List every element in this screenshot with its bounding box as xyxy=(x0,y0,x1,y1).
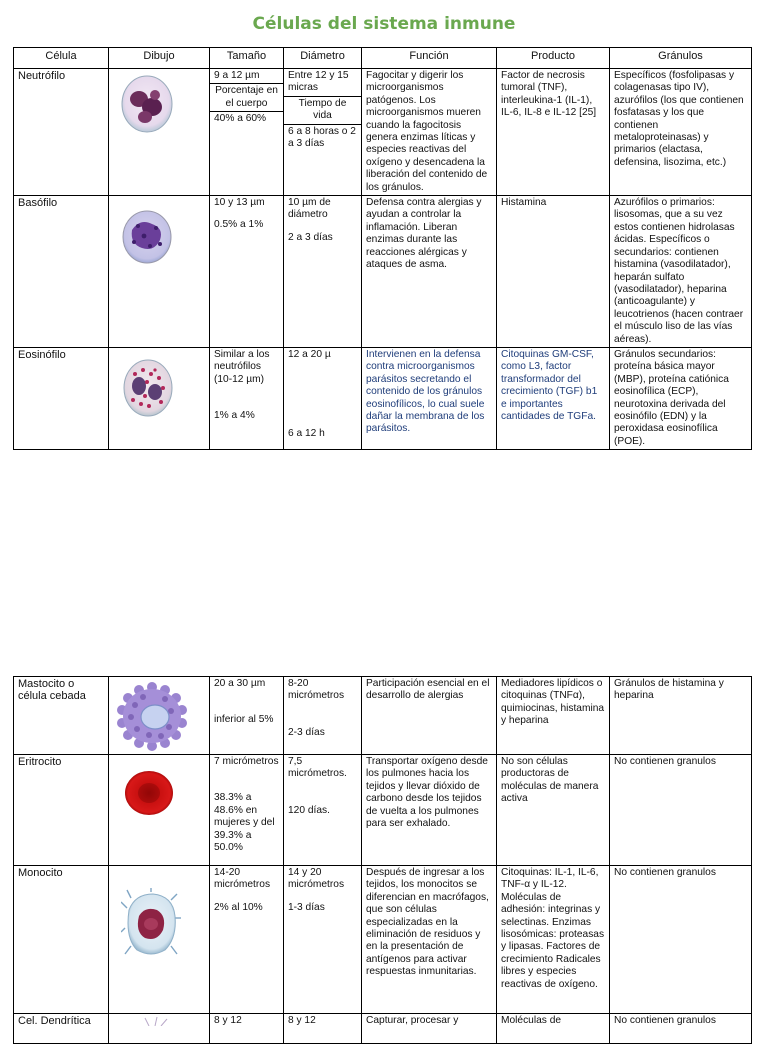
cell-name: Eosinófilo xyxy=(14,347,109,449)
function-text: Fagocitar y digerir los microorganismos patógenos. Los microorganismos mueren cuando la fagocitosis genera enzimas líticas y especies reactivas del oxígeno y desencadena la liberación del contenido de los gránulos. xyxy=(362,69,497,196)
size-percentage: inferior al 5% xyxy=(214,714,274,726)
granules-text: Gránulos de histamina y heparina xyxy=(610,677,752,755)
page-title: Células del sistema inmune xyxy=(252,14,516,34)
product-text: Citoquinas GM-CSF, como L3, factor transformador del crecimiento (TGF) b1 e importantes cantidades de TGFa. xyxy=(497,347,610,449)
lifetime-value: 1-3 días xyxy=(288,901,325,913)
product-text: Citoquinas: IL-1, IL-6, TNF-α y IL-12. Moléculas de adhesión: integrinas y selectinas. Enzimas lisosómicas: proteasas y lipasas. Factores de crecimiento Radicales libres y especies reactivas de oxígeno. xyxy=(497,866,610,1014)
granules-text: No contienen granulos xyxy=(610,755,752,866)
table-row xyxy=(14,1014,752,1044)
diameter-value: 10 µm de diámetro xyxy=(288,197,331,221)
diameter-value: 12 a 20 µ xyxy=(288,348,331,360)
diameter-value: 14 y 20 micrómetros xyxy=(288,867,345,891)
monocyte-image xyxy=(109,866,210,1014)
product-text: Histamina xyxy=(497,196,610,348)
mast-cell-image xyxy=(109,677,210,755)
lifetime-value: 2-3 días xyxy=(288,726,325,738)
size-percentage: 1% a 4% xyxy=(214,410,255,422)
granules-text: Específicos (fosfolipasas y colagenasas tipo IV), azurófilos (los que contienen fosfatasas y los que contienen metaloproteinasas) y primarios (elactasa, defensina, lisozima, etc.) xyxy=(610,69,752,196)
size-percentage: 40% a 60% xyxy=(210,111,283,126)
size-percentage: 0.5% a 1% xyxy=(214,219,264,231)
table-header-row xyxy=(14,48,752,69)
diameter-value: Entre 12 y 15 micras xyxy=(288,70,349,94)
function-text: Intervienen en la defensa contra microorganismos parásitos secretando el contenido de los gránulos eosinofílicos, lo cual suele dañar la membrana de los parásitos. xyxy=(362,347,497,449)
function-text: Participación esencial en el desarrollo de alergias xyxy=(362,677,497,755)
header-dibujo: Dibujo xyxy=(109,48,210,69)
diameter-value: 8 y 12 xyxy=(284,1014,362,1044)
cell-name: Cel. Dendrítica xyxy=(14,1014,109,1044)
cell-name: Monocito xyxy=(14,866,109,1014)
table-row xyxy=(14,196,752,348)
size-value: 20 a 30 µm xyxy=(214,678,266,689)
eosinophil-image xyxy=(109,347,210,449)
size-percentage: 2% al 10% xyxy=(214,901,263,913)
product-text: Moléculas de xyxy=(497,1014,610,1044)
table-row xyxy=(14,755,752,866)
product-text: No son células productoras de moléculas de manera activa xyxy=(497,755,610,866)
size-value: 10 y 13 µm xyxy=(214,197,265,209)
size-label: Porcentaje en el cuerpo xyxy=(210,83,283,111)
basophil-image xyxy=(109,196,210,348)
function-text: Transportar oxígeno desde los pulmones hacia los tejidos y llevar dióxido de carbono desde los tejidos de vuelta a los pulmones para ser exhalado. xyxy=(362,755,497,866)
function-text: Defensa contra alergias y ayudan a controlar la inflamación. Liberan enzimas durante las reacciones alérgicas y ataques de asma. xyxy=(362,196,497,348)
erythrocyte-image xyxy=(109,755,210,866)
cells-table-2 xyxy=(13,676,752,1044)
dendritic-cell-image xyxy=(109,1014,210,1044)
cell-name: Basófilo xyxy=(14,196,109,348)
cell-name: Eritrocito xyxy=(14,755,109,866)
table-row xyxy=(14,677,752,755)
header-tamano: Tamaño xyxy=(210,48,284,69)
granules-text: Gránulos secundarios: proteína básica mayor (MBP), proteína catiónica eosinofílica (ECP), neurotoxina derivada del eosinófilo (EDN) y la peroxidasa eosinofílica (POE). xyxy=(610,347,752,449)
header-celula: Célula xyxy=(14,48,109,69)
function-text: Después de ingresar a los tejidos, los monocitos se diferencian en macrófagos, que son células especializadas en la eliminación de residuos y en la presentación de antígenos para activar respuestas inmunitarias. xyxy=(362,866,497,1014)
table-row xyxy=(14,347,752,449)
size-value: 7 micrómetros xyxy=(214,756,279,767)
lifetime-value: 6 a 8 horas o 2 a 3 días xyxy=(284,124,361,152)
lifetime-value: 2 a 3 días xyxy=(288,231,333,243)
header-producto: Producto xyxy=(497,48,610,69)
granules-text: Azurófilos o primarios: lisosomas, que a su vez estos contienen hidrolasas ácidas. Específicos o secundarios: contienen histamina (vasodilatador), heparán sulfato (vasodilatador), heparina (anticoagulante) y leucotrienos (hacen contraer el músculo liso de las vías aéreas). xyxy=(610,196,752,348)
cell-name: Neutrófilo xyxy=(14,69,109,196)
product-text: Mediadores lipídicos o citoquinas (TNFα), quimiocinas, histamina y heparina xyxy=(497,677,610,755)
size-percentage: 38.3% a 48.6% en mujeres y del 39.3% a 50.0% xyxy=(214,792,275,854)
size-value: 14-20 micrómetros xyxy=(214,867,271,891)
granules-text: No contienen granulos xyxy=(610,1014,752,1044)
size-value: 8 y 12 xyxy=(210,1014,284,1044)
header-granulos: Gránulos xyxy=(610,48,752,69)
lifetime-value: 120 días. xyxy=(288,804,330,816)
function-text: Capturar, procesar y xyxy=(362,1014,497,1044)
cell-name: Mastocito o célula cebada xyxy=(14,677,109,755)
neutrophil-image xyxy=(109,69,210,196)
diameter-value: 7,5 micrómetros. xyxy=(288,756,347,780)
size-value: Similar a los neutrófilos (10-12 µm) xyxy=(214,348,270,385)
size-value: 9 a 12 µm xyxy=(214,70,260,81)
table-row xyxy=(14,866,752,1014)
table-row xyxy=(14,69,752,196)
header-diametro: Diámetro xyxy=(284,48,362,69)
header-funcion: Función xyxy=(362,48,497,69)
cells-table-1 xyxy=(13,47,752,450)
granules-text: No contienen granulos xyxy=(610,866,752,1014)
diameter-value: 8-20 micrómetros xyxy=(288,678,345,702)
product-text: Factor de necrosis tumoral (TNF), interleukina-1 (IL-1), IL-6, IL-8 e IL-12 [25] xyxy=(497,69,610,196)
lifetime-value: 6 a 12 h xyxy=(288,427,325,439)
lifetime-label: Tiempo de vida xyxy=(284,96,361,124)
